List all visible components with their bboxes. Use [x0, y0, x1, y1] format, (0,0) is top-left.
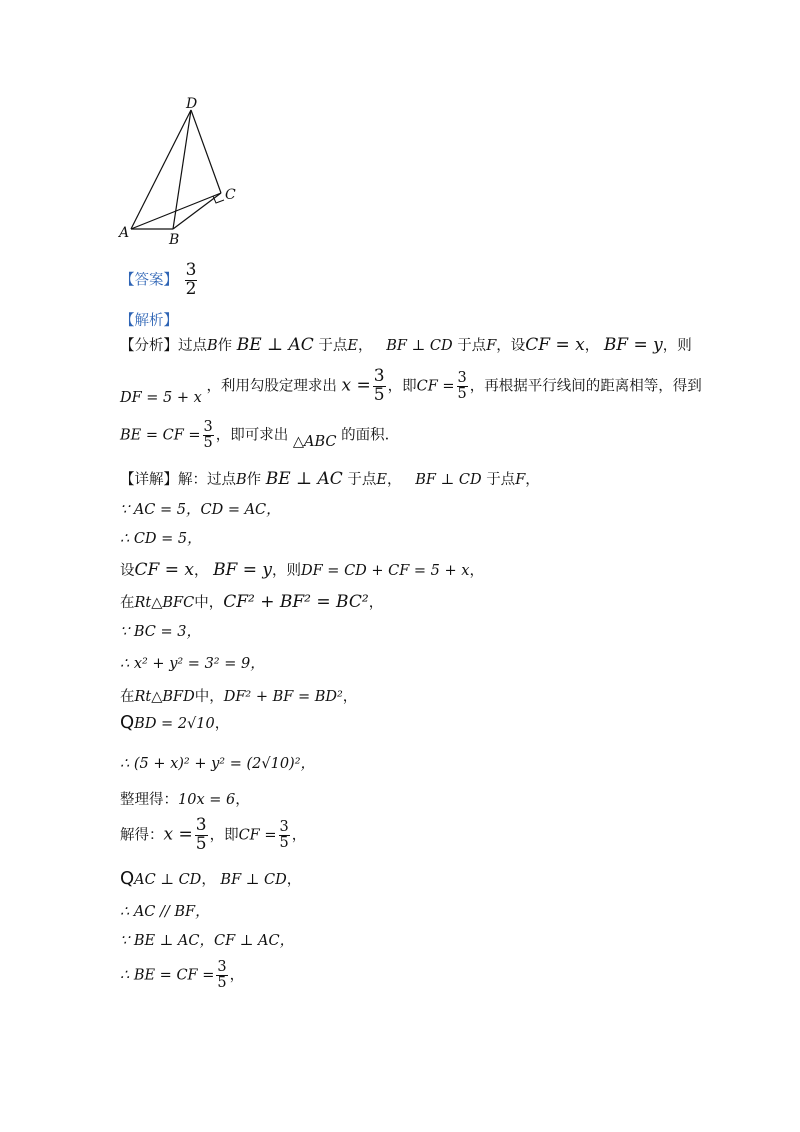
- text: ，则: [272, 563, 302, 579]
- since-symbol: Q: [120, 712, 135, 733]
- math: CF = x: [134, 560, 194, 580]
- text: ，设: [496, 338, 526, 354]
- text: 作: [246, 472, 262, 488]
- text: 整理得：: [120, 792, 178, 808]
- math: B: [207, 338, 218, 354]
- text: ，: [368, 595, 384, 611]
- text: 于点: [457, 338, 487, 354]
- solution-line-4: [120, 559, 484, 580]
- text: 解：过点: [178, 472, 236, 488]
- math: Rt△BFD: [134, 689, 195, 705]
- segment-DC: [191, 110, 221, 193]
- label-B: B: [169, 232, 180, 245]
- math: x =: [163, 824, 193, 845]
- triangle-figure: [115, 95, 255, 245]
- text: 中，: [194, 689, 224, 705]
- text: 于点: [318, 338, 348, 354]
- solution-line-2: ∵ AC = 5，CD = AC，: [120, 502, 281, 518]
- fraction: $\frac{3}{5}$: [457, 369, 467, 402]
- label-C: C: [225, 187, 236, 203]
- solution-tag: 【详解】: [120, 472, 178, 488]
- math: BF ⊥ CD: [415, 472, 482, 488]
- text: ，: [229, 967, 245, 984]
- text: 过点: [178, 338, 207, 354]
- answer-tag: 【答案】: [120, 272, 178, 289]
- label-A: A: [119, 225, 130, 241]
- math: CF =: [238, 827, 277, 844]
- text: ，即可求出: [215, 427, 289, 444]
- math: 10x = 6: [178, 792, 236, 808]
- since-symbol: Q: [120, 868, 135, 889]
- analysis-tag: 【解析】: [120, 313, 178, 329]
- answer-line: [120, 262, 199, 299]
- text: 于点: [486, 472, 516, 488]
- solution-line-16: [120, 960, 244, 991]
- text: ，再根据平行线间的距离相等，得到: [469, 378, 702, 395]
- solution-line-13: [120, 868, 301, 889]
- solution-line-6: ∵ BC = 3，: [120, 624, 201, 640]
- analysis-line-2: [120, 368, 702, 405]
- text: 在: [120, 689, 135, 705]
- label-D: D: [186, 96, 198, 112]
- solution-line-10: ∴ (5 + x)² + y² = (2√10)²，: [120, 756, 316, 772]
- text: ，即: [387, 378, 417, 395]
- solution-line-8: [120, 685, 357, 706]
- analysis-line-1: [120, 334, 692, 355]
- fraction: $\frac{3}{5}$: [217, 959, 227, 992]
- math: BF ⊥ CD: [386, 338, 453, 354]
- solution-line-9: [120, 712, 229, 733]
- text: ，: [291, 827, 307, 844]
- math: CF =: [416, 378, 455, 395]
- math: BF = y: [213, 560, 273, 580]
- text: ，: [357, 338, 373, 354]
- analysis-line-3: [120, 420, 389, 451]
- math: E: [376, 472, 387, 488]
- fraction: $\frac{3}{5}$: [279, 818, 289, 851]
- text: ，: [286, 872, 302, 888]
- solution-line-14: ∴ AC // BF，: [120, 904, 210, 920]
- text: 在: [120, 595, 135, 611]
- math: CF² + BF² = BC²: [223, 592, 369, 612]
- text: ，即: [209, 827, 239, 844]
- solution-line-3: ∴ CD = 5，: [120, 531, 202, 547]
- text: ，: [469, 563, 484, 579]
- text: 中，: [194, 595, 224, 611]
- math: BE = CF =: [120, 427, 201, 444]
- text: ，: [201, 872, 216, 888]
- text: ，: [342, 689, 358, 705]
- solution-line-1: [120, 468, 540, 489]
- solution-line-5: [120, 591, 383, 612]
- math: △ABC: [292, 433, 337, 450]
- text: 于点: [347, 472, 377, 488]
- math: BD = 2√10: [134, 716, 215, 732]
- math: BE ⊥ AC: [265, 469, 343, 489]
- math: E: [347, 338, 358, 354]
- math: AC ⊥ CD: [134, 872, 202, 888]
- math: BF ⊥ CD: [220, 872, 287, 888]
- text: ，: [235, 792, 250, 808]
- analysis-subtag: 【分析】: [120, 338, 178, 354]
- fraction: $\frac{3}{5}$: [203, 419, 213, 452]
- solution-line-11: [120, 788, 250, 809]
- fraction: $\frac{3}{5}$: [195, 815, 207, 854]
- text: ，利用勾股定理求出: [206, 378, 337, 395]
- math: x =: [341, 375, 371, 396]
- math: DF² + BF = BD²: [223, 689, 343, 705]
- math: F: [515, 472, 526, 488]
- math: BF = y: [603, 335, 663, 355]
- text: ，则: [662, 338, 692, 354]
- text: ，: [525, 472, 540, 488]
- math: Rt△BFC: [134, 595, 195, 611]
- solution-line-12: [120, 817, 306, 854]
- answer-fraction: $\frac{3}{2}$: [185, 260, 197, 299]
- solution-line-7: ∴ x² + y² = 3² = 9，: [120, 656, 265, 672]
- segment-AC: [131, 193, 221, 229]
- text: ，: [584, 338, 600, 354]
- math: BE ⊥ AC: [236, 335, 314, 355]
- text: ，: [214, 716, 230, 732]
- text: ，: [193, 563, 209, 579]
- text: 设: [120, 563, 135, 579]
- fraction: $\frac{3}{5}$: [373, 366, 385, 405]
- math: CF = x: [525, 335, 585, 355]
- math: B: [236, 472, 247, 488]
- text: 的面积.: [341, 427, 390, 444]
- text: 作: [217, 338, 233, 354]
- math: ∴ BE = CF =: [120, 967, 215, 984]
- text: ，: [386, 472, 402, 488]
- solution-line-15: ∵ BE ⊥ AC，CF ⊥ AC，: [120, 933, 295, 949]
- math: F: [486, 338, 497, 354]
- text: 解得：: [120, 827, 164, 844]
- math: DF = CD + CF = 5 + x: [301, 563, 470, 579]
- math: DF = 5 + x: [120, 390, 202, 407]
